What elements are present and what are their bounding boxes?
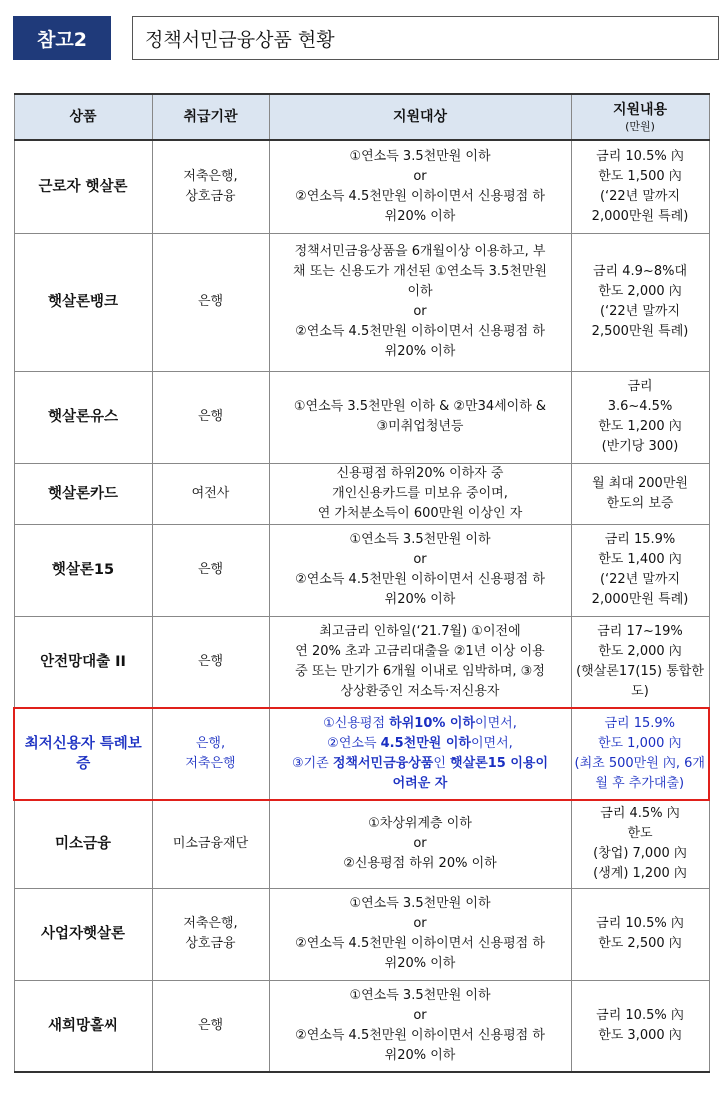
product-name: 새희망홀씨 (14, 980, 152, 1072)
support-line: 2,500만원 특례) (591, 324, 689, 339)
support-line: (‘22년 말까지 (599, 304, 681, 319)
emphasis-text: 하위10% 이하 (389, 716, 476, 731)
support-line: (‘22년 말까지 (599, 188, 681, 204)
support-line: 한도의 보증 (606, 495, 674, 511)
institution-cell (152, 708, 269, 800)
table-row (14, 233, 709, 371)
institution-line: 은행 (197, 294, 224, 309)
target-line: 연 20% 초과 고금리대출을 ②1년 이상 이용 (295, 643, 545, 659)
support-line: 한도 3,000 內 (598, 1027, 682, 1043)
emphasis-text: 정책서민금융상품 (332, 756, 434, 771)
institution-line: 은행 (197, 1017, 224, 1033)
support-line: 금리 (627, 379, 653, 394)
support-line: 월 최대 200만원 (592, 475, 688, 491)
target-line: ①차상위계층 이하 (368, 816, 472, 832)
institution-cell (152, 140, 269, 233)
table-row (14, 980, 709, 1072)
target-cell (269, 980, 571, 1072)
target-line: ②연소득 4.5천만원 이하이면서 신용평점 하 (295, 1027, 545, 1043)
institution-line: 상호금융 (185, 188, 236, 204)
target-line: 위20% 이하 (384, 592, 456, 607)
target-cell (269, 524, 571, 616)
product-name: 미소금융 (14, 800, 152, 888)
support-cell (571, 708, 709, 800)
product-name: 햇살론뱅크 (14, 233, 152, 371)
target-line: ②연소득 4.5천만원 이하이면서 신용평점 하 (295, 188, 545, 204)
col-header-institution: 취급기관 (152, 94, 269, 140)
institution-cell (152, 980, 269, 1072)
emphasis-text: 4.5천만원 이하 (380, 736, 471, 751)
target-cell (269, 888, 571, 980)
table-row (14, 708, 709, 800)
target-line: ②연소득 4.5천만원 이하이면서 신용평점 하 (295, 572, 545, 587)
plain-text: ①신용평점 (323, 716, 390, 731)
table-row (14, 524, 709, 616)
support-line: 금리 4.9~8%대 (593, 264, 687, 279)
institution-cell (152, 800, 269, 888)
support-line: 한도 2,000 內 (598, 284, 682, 299)
institution-line: 저축은행, (183, 916, 238, 931)
target-line: or (413, 552, 427, 567)
support-cell (571, 800, 709, 888)
support-line: 한도 1,200 內 (598, 419, 682, 434)
target-line: or (413, 836, 427, 852)
target-line (272, 774, 569, 794)
col-header-unit: (만원) (625, 120, 655, 133)
plain-text: ②연소득 (327, 736, 381, 751)
support-line: 금리 10.5% 內 (596, 148, 684, 164)
target-line: 개인신용카드를 미보유 중이며, (332, 485, 508, 501)
target-line: ①연소득 3.5천만원 이하 & ②만34세이하 & (293, 399, 547, 414)
support-cell (571, 463, 709, 524)
support-line: (햇살론17(15) 통합한 (576, 663, 704, 679)
plain-text: 인 (433, 756, 451, 771)
product-name: 사업자햇살론 (14, 888, 152, 980)
col-header-product: 상품 (14, 94, 152, 140)
plain-text: 이면서, (475, 716, 517, 731)
support-line: 2,000만원 특례) (591, 592, 689, 607)
institution-cell (152, 616, 269, 708)
product-name: 최저신용자 특례보증 (14, 708, 152, 800)
institution-line: 은행 (197, 562, 224, 577)
support-line: 한도 1,000 內 (597, 736, 682, 751)
support-line: 금리 10.5% 內 (596, 916, 684, 931)
institution-cell (152, 463, 269, 524)
col-header-target: 지원대상 (269, 94, 571, 140)
plain-text: ③기존 (291, 756, 333, 771)
target-line: ②신용평점 하위 20% 이하 (343, 856, 497, 872)
table-row (14, 800, 709, 888)
target-line: 연 가처분소득이 600만원 이상인 자 (317, 505, 523, 521)
support-cell (571, 524, 709, 616)
target-line: 최고금리 인하일(‘21.7월) ①이전에 (319, 623, 521, 639)
support-cell (571, 233, 709, 371)
target-line (272, 754, 569, 774)
products-table (13, 93, 710, 1073)
target-line: ①연소득 3.5천만원 이하 (349, 987, 491, 1003)
support-line: (반기당 300) (601, 439, 679, 454)
product-name: 근로자 햇살론 (14, 140, 152, 233)
product-name: 햇살론카드 (14, 463, 152, 524)
table-row (14, 888, 709, 980)
product-name: 햇살론유스 (14, 371, 152, 463)
institution-line: 저축은행 (185, 756, 236, 771)
support-line: 금리 15.9% (604, 716, 676, 731)
target-line: ③미취업청년등 (376, 419, 464, 434)
target-line: ①연소득 3.5천만원 이하 (349, 148, 491, 164)
support-line: 월 후 추가대출) (595, 776, 685, 791)
institution-line: 은행 (197, 409, 224, 424)
target-line: 채 또는 신용도가 개선된 ①연소득 3.5천만원 (293, 264, 547, 279)
support-line: 금리 17~19% (597, 623, 683, 639)
target-line (272, 714, 569, 734)
target-cell (269, 616, 571, 708)
support-line: 금리 15.9% (604, 532, 676, 547)
target-line: ②연소득 4.5천만원 이하이면서 신용평점 하 (295, 936, 545, 951)
target-line: 이하 (407, 284, 433, 299)
product-name: 안전망대출 II (14, 616, 152, 708)
target-line (272, 734, 569, 754)
target-line: ②연소득 4.5천만원 이하이면서 신용평점 하 (295, 324, 545, 339)
support-line: (‘22년 말까지 (599, 572, 681, 587)
section-header (13, 16, 719, 60)
support-cell (571, 140, 709, 233)
target-cell (269, 140, 571, 233)
institution-cell (152, 524, 269, 616)
institution-line: 여전사 (191, 485, 230, 501)
institution-cell (152, 233, 269, 371)
page-title: 정책서민금융상품 현황 (132, 16, 719, 60)
support-line: 한도 1,400 內 (598, 552, 682, 567)
institution-line: 은행, (195, 736, 226, 751)
support-line: 도) (631, 683, 649, 699)
support-line: 3.6~4.5% (607, 399, 673, 414)
support-line: (생계) 1,200 內 (593, 866, 687, 882)
support-line: 금리 10.5% 內 (596, 1007, 684, 1023)
section-label: 참고2 (13, 16, 111, 60)
target-line: 위20% 이하 (384, 956, 456, 971)
support-line: 한도 (627, 826, 653, 842)
col-header-support (571, 94, 709, 140)
table-row (14, 140, 709, 233)
target-cell (269, 371, 571, 463)
target-line: or (413, 304, 427, 319)
emphasis-text: 어려운 자 (392, 776, 448, 791)
table-row (14, 463, 709, 524)
support-line: (창업) 7,000 內 (593, 846, 687, 862)
target-line: 위20% 이하 (384, 1047, 456, 1063)
institution-cell (152, 888, 269, 980)
table-row (14, 371, 709, 463)
support-line: 한도 2,500 內 (598, 936, 682, 951)
target-line: or (413, 916, 427, 931)
institution-cell (152, 371, 269, 463)
support-line: 한도 2,000 內 (598, 643, 682, 659)
target-cell (269, 800, 571, 888)
support-line: 2,000만원 특례) (591, 208, 689, 224)
target-line: or (413, 1007, 427, 1023)
product-name: 햇살론15 (14, 524, 152, 616)
target-line: 중 또는 만기가 6개월 이내로 임박하며, ③정 (295, 663, 545, 679)
target-line: ①연소득 3.5천만원 이하 (349, 532, 491, 547)
support-line: 한도 1,500 內 (598, 168, 682, 184)
support-cell (571, 888, 709, 980)
institution-line: 상호금융 (185, 936, 236, 951)
target-line: 위20% 이하 (384, 344, 456, 359)
support-cell (571, 980, 709, 1072)
institution-line: 미소금융재단 (172, 836, 249, 852)
institution-line: 은행 (197, 653, 224, 669)
table-row (14, 616, 709, 708)
col-header-support-label: 지원내용 (612, 102, 668, 118)
support-line: (최초 500만원 內, 6개 (574, 756, 705, 771)
emphasis-text: 햇살론15 이용이 (450, 756, 549, 771)
institution-line: 저축은행, (183, 168, 238, 184)
target-line: 위20% 이하 (384, 208, 456, 224)
support-cell (571, 616, 709, 708)
target-line: 정책서민금융상품을 6개월이상 이용하고, 부 (294, 244, 546, 259)
target-line: 상상환중인 저소득·저신용자 (340, 683, 500, 699)
target-line: or (413, 168, 427, 184)
table-header-row (14, 94, 709, 140)
target-cell (269, 233, 571, 371)
target-cell (269, 708, 571, 800)
target-cell (269, 463, 571, 524)
support-line: 금리 4.5% 內 (600, 806, 680, 822)
support-cell (571, 371, 709, 463)
target-line: ①연소득 3.5천만원 이하 (349, 896, 491, 911)
target-line: 신용평점 하위20% 이하자 중 (336, 465, 504, 481)
plain-text: 이면서, (471, 736, 513, 751)
